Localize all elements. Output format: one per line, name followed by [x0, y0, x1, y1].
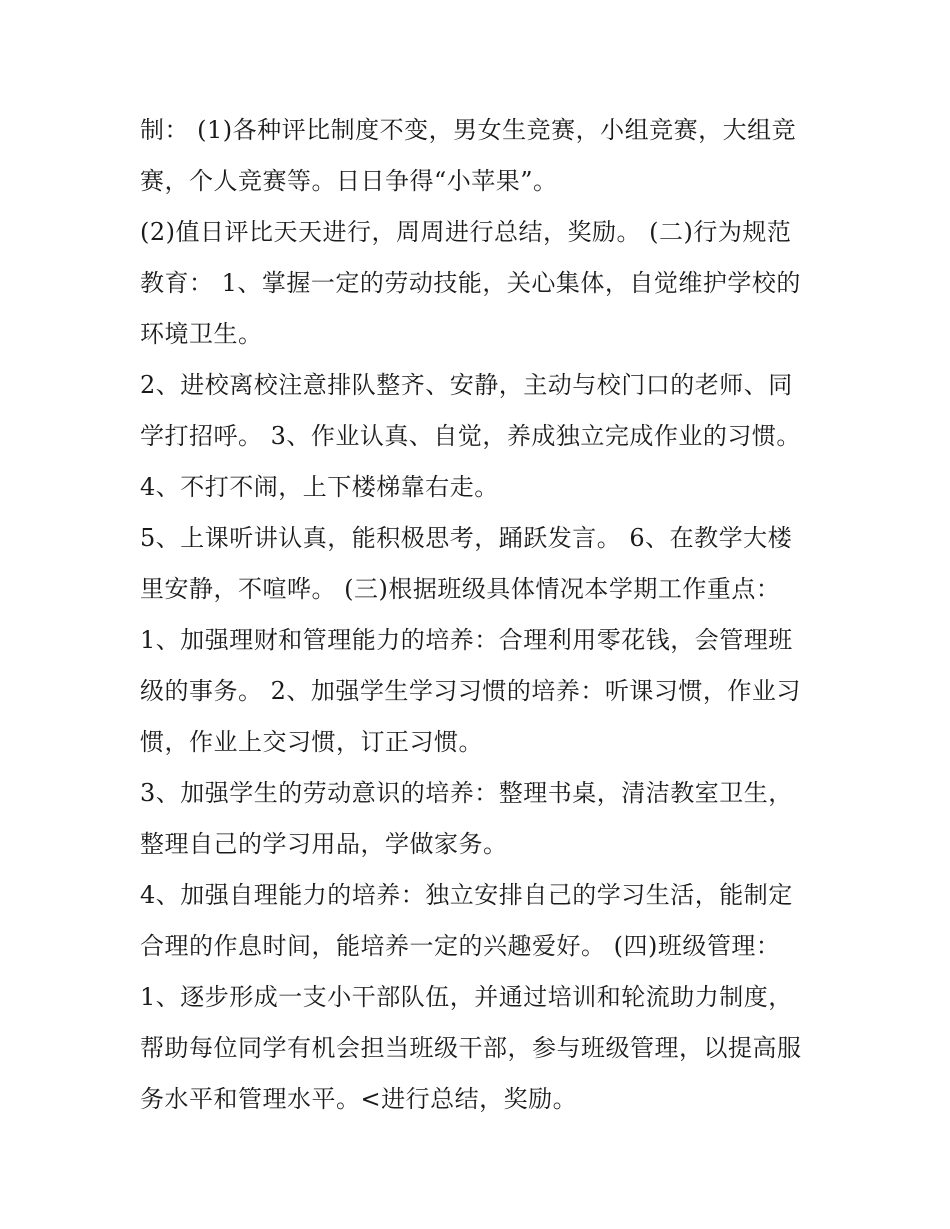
text-line: 赛，个人竞赛等。日日争得“小苹果”。 [140, 167, 558, 195]
text-line: (2)值日评比天天进行，周周进行总结，奖励。 (二)行为规范 [140, 218, 792, 246]
text-line: 合理的作息时间，能培养一定的兴趣爱好。 (四)班级管理： [140, 932, 781, 960]
text-line: 整理自己的学习用品，学做家务。 [140, 830, 508, 858]
text-line: 惯，作业上交习惯，订正习惯。 [140, 728, 483, 756]
text-line: 1、逐步形成一支小干部队伍，并通过培训和轮流助力制度， [140, 983, 793, 1011]
text-line: 2、进校离校注意排队整齐、安静，主动与校门口的老师、同 [140, 371, 793, 399]
document-body [140, 105, 830, 1125]
text-line: 4、不打不闹，上下楼梯靠右走。 [140, 473, 499, 501]
text-line: 务水平和管理水平。<进行总结，奖励。 [140, 1085, 578, 1113]
text-line: 制： (1)各种评比制度不变，男女生竞赛，小组竞赛，大组竞 [140, 116, 797, 144]
text-line: 帮助每位同学有机会担当班级干部，参与班级管理，以提高服 [140, 1034, 802, 1062]
text-line: 教育： 1、掌握一定的劳动技能，关心集体，自觉维护学校的 [140, 269, 801, 297]
text-line: 4、加强自理能力的培养：独立安排自己的学习生活，能制定 [140, 881, 793, 909]
text-line: 级的事务。 2、加强学生学习习惯的培养：听课习惯，作业习 [140, 677, 801, 705]
text-line: 3、加强学生的劳动意识的培养：整理书桌，清洁教室卫生， [140, 779, 793, 807]
text-line: 里安静，不喧哗。 (三)根据班级具体情况本学期工作重点： [140, 575, 781, 603]
text-line: 5、上课听讲认真，能积极思考，踊跃发言。 6、在教学大楼 [140, 524, 793, 552]
text-line: 1、加强理财和管理能力的培养：合理利用零花钱，会管理班 [140, 626, 793, 654]
text-line: 学打招呼。 3、作业认真、自觉，养成独立完成作业的习惯。 [140, 422, 801, 450]
text-line: 环境卫生。 [140, 320, 263, 348]
